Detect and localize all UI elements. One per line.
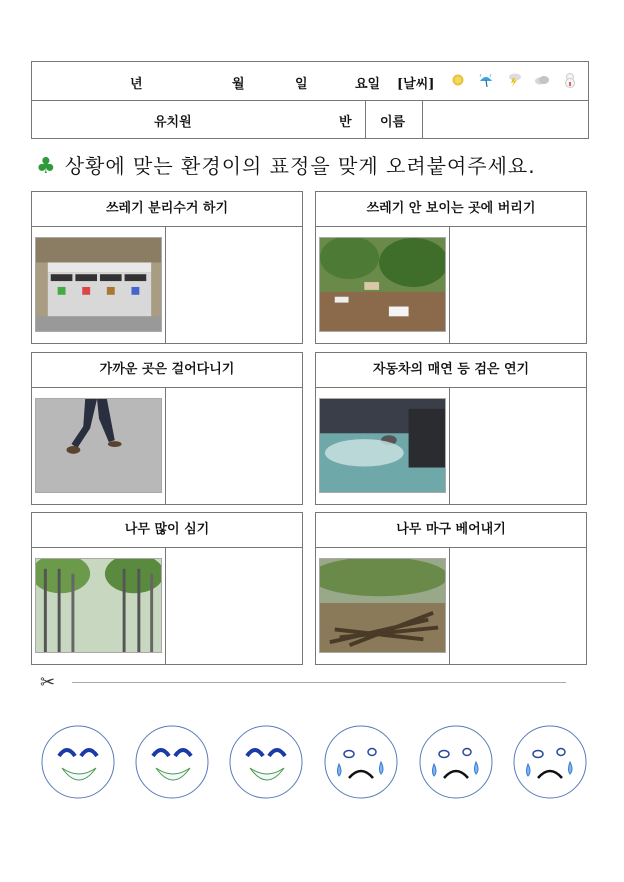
tree-forest-photo [35, 558, 162, 653]
cut-logs-photo [319, 558, 446, 653]
divider [449, 388, 450, 504]
divider [165, 227, 166, 343]
year-label: 년 [130, 77, 143, 92]
divider [449, 227, 450, 343]
cut-line [72, 682, 566, 683]
sticker-drop-area[interactable] [452, 550, 585, 663]
instruction [36, 150, 536, 179]
sticker-drop-area[interactable] [452, 390, 585, 503]
class-name-row [32, 101, 588, 138]
snowman-icon[interactable] [562, 72, 578, 88]
situation-card-walking [31, 352, 303, 505]
sad-face-sticker[interactable] [506, 708, 588, 800]
club-bullet-icon: ♣ [36, 154, 57, 179]
card-title: 나무 마구 베어내기 [316, 513, 586, 548]
sticker-drop-area[interactable] [452, 229, 585, 342]
card-title: 쓰레기 분리수거 하기 [32, 192, 302, 227]
weather-label: [날씨] [397, 77, 435, 92]
happy-face-sticker[interactable] [222, 708, 304, 800]
cloud-icon[interactable] [534, 72, 550, 88]
name-field[interactable] [424, 101, 588, 138]
situation-card-car-exhaust [315, 352, 587, 505]
umbrella-rain-icon[interactable] [478, 72, 494, 88]
situation-card-planting-trees [31, 512, 303, 665]
sticker-drop-area[interactable] [168, 550, 301, 663]
happy-face-sticker[interactable] [128, 708, 210, 800]
sticker-drop-area[interactable] [168, 229, 301, 342]
sad-face-sticker[interactable] [412, 708, 494, 800]
happy-face-sticker[interactable] [34, 708, 116, 800]
date-weather-row [32, 62, 588, 101]
kindergarten-label: 유치원 [154, 115, 192, 130]
scissors-icon: ✂ [40, 672, 56, 693]
info-header-table [31, 61, 589, 139]
sad-face-sticker[interactable] [317, 708, 399, 800]
name-label: 이름 [380, 115, 406, 130]
divider [165, 388, 166, 504]
class-label: 반 [339, 115, 352, 130]
day-label: 일 [295, 77, 308, 92]
month-label: 월 [232, 77, 245, 92]
weekday-label: 요일 [355, 77, 381, 92]
car-exhaust-photo [319, 398, 446, 493]
divider [365, 101, 366, 138]
situation-card-recycling [31, 191, 303, 344]
lightning-icon[interactable] [506, 72, 522, 88]
litter-in-bushes-photo [319, 237, 446, 332]
card-title: 쓰레기 안 보이는 곳에 버리기 [316, 192, 586, 227]
walking-legs-photo [35, 398, 162, 493]
card-title: 나무 많이 심기 [32, 513, 302, 548]
divider [422, 101, 423, 138]
sticker-drop-area[interactable] [168, 390, 301, 503]
situation-card-littering [315, 191, 587, 344]
situation-card-cutting-trees [315, 512, 587, 665]
divider [165, 548, 166, 664]
divider [449, 548, 450, 664]
instruction-text: 상황에 맞는 환경이의 표정을 맞게 오려붙여주세요. [64, 154, 536, 178]
recycling-bins-photo [35, 237, 162, 332]
card-title: 자동차의 매연 등 검은 연기 [316, 353, 586, 388]
sun-icon[interactable] [450, 72, 466, 88]
card-title: 가까운 곳은 걸어다니기 [32, 353, 302, 388]
